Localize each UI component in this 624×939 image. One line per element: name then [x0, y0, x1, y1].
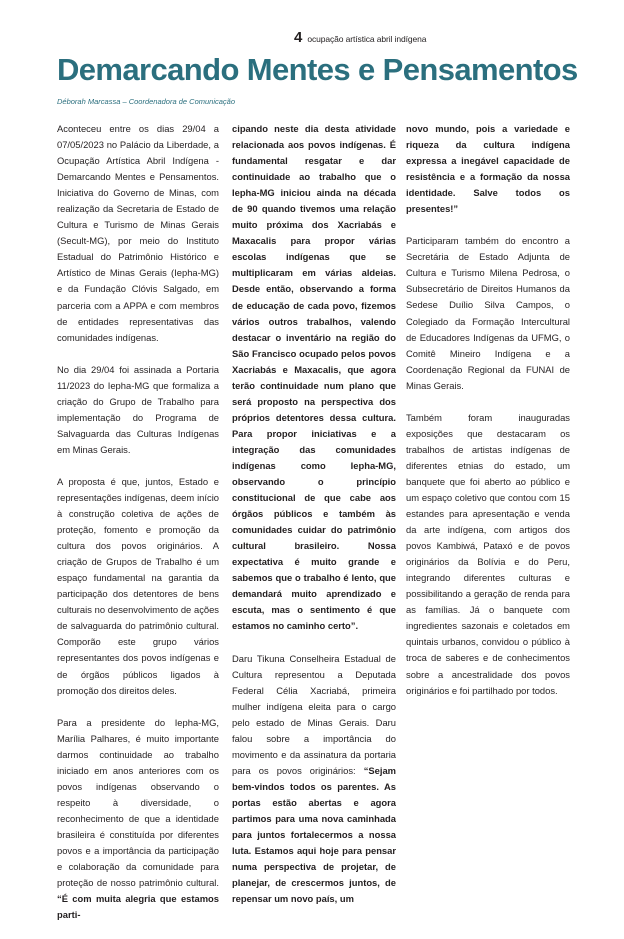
article-title: Demarcando Mentes e Pensamentos	[57, 52, 578, 87]
running-title: ocupação artística abril indígena	[307, 34, 427, 44]
paragraph	[232, 651, 396, 908]
quote-paragraph: cipando neste dia desta atividade relacionada aos povos indígenas. É fundamental resgatar e dar continuidade ao trabalho que o Iepha-MG iniciou ainda na década de 90 quando tivemos uma relação muito próxima dos Xacriabás e Maxacalis para propor várias escolas indígenas que se multiplicaram em várias aldeias. Desde então, observando a forma de educação de cada povo, fizemos vários outros trabalhos, valendo destacar o inventário na região do São Francisco ocupado pelos povos Xacriabás e Maxacalis, que agora terão continuidade num plano que será proposto na perspectiva dos próprios detentores dessa cultura. Para propor iniciativas e a integração das comunidades indígenas como Iepha-MG, observando o princípio constitucional de que cabe aos órgãos públicos e também às comunidades cuidar do patrimônio cultural brasileiro. Nossa expectativa é muito grande e sabemos que o trabalho é lento, que demandará muito aprendizado e escuta, mas o sentimento é que estamos no caminho certo”.	[232, 123, 396, 632]
paragraph-text: Daru Tikuna Conselheira Estadual de Cultura representou a Deputada Federal Célia Xacriabá, primeira mulher indígena eleita para o cargo pelo estado de Minas Gerais. Daru falou sobre a importância do movimento e da assinatura da portaria para os povos originários:	[232, 652, 396, 776]
article-byline: Déborah Marcassa – Coordenadora de Comunicação	[57, 97, 236, 106]
paragraph	[57, 715, 219, 924]
paragraph: Participaram também do encontro a Secretária de Estado Adjunta de Cultura e Turismo Milena Pedrosa, o Subsecretário de Direitos Humanos da Sedese Duílio Silva Campos, o Colegiado da Formação Intercultural de Educadores Indígenas da UFMG, o Comitê Mineiro Indígena e a Coordenação Regional da FUNAI de Minas Gerais.	[406, 235, 570, 391]
paragraph: Também foram inauguradas exposições que destacaram os trabalhos de artistas indígenas de diferentes etnias do estado, um banquete que foi aberto ao público e um espaço coletivo que contou com 15 estandes para apresentação e venda da arte indígena, com artigos dos povos Kambiwá, Pataxó e de povos originários da Bolívia e do Peru, integrando diferentes culturas e possibilitando a geração de renda para as famílias. Já o banquete com ingredientes sazonais e coletados em quintais urbanos, convidou o público à troca de saberes e de conhecimentos sobre a ancestralidade dos povos originários e foi partilhado por todos.	[406, 411, 570, 696]
page-header	[294, 29, 426, 46]
paragraph-text: Para a presidente do Iepha-MG, Marília Palhares, é muito importante darmos continuidade ao trabalho iniciado em anos anteriores com os povos indígenas observando o respeito à diversidade, o reconhecimento de que a identidade brasileira é constituída por diferentes povos e a importância da participação e colaboração da comunidade para proteção de nosso patrimônio cultural.	[57, 716, 219, 889]
article-column-2	[232, 121, 396, 923]
quote-text: “É com muita alegria que estamos parti-	[57, 893, 219, 921]
paragraph: A proposta é que, juntos, Estado e representações indígenas, deem início à construção coletiva de ações de proteção, fomento e promoção da cultura dos povos originários. A criação de Grupos de Trabalho é um espaço fundamental na garantia da participação dos detentores de bens culturais no desenvolvimento de ações de salvaguarda do patrimônio cultural. Comporão este grupo vários representantes dos povos indígenas e de órgãos públicos ligados à promoção dos direitos deles.	[57, 475, 219, 696]
paragraph: Aconteceu entre os dias 29/04 a 07/05/2023 no Palácio da Liberdade, a Ocupação Artística Abril Indígena - Demarcando Mentes e Pensamentos. Iniciativa do Governo de Minas, com realização da Secretaria de Estado de Cultura e Turismo de Minas Gerais (Secult-MG), por meio do Instituto Estadual do Patrimônio Histórico e Artístico de Minas Gerais (Iepha-MG) e da Fundação Clóvis Salgado, em parceria com a APPA e com membros de entidades representativas das comunidades indígenas.	[57, 123, 219, 343]
article-column-3	[406, 121, 570, 715]
page-number: 4	[294, 29, 303, 46]
quote-paragraph: novo mundo, pois a variedade e riqueza da cultura indígena expressa a inegável capacidade de resistência e a formação da nossa identidade. Salve todos os presentes!”	[406, 123, 570, 215]
article-column-1	[57, 121, 219, 939]
paragraph: No dia 29/04 foi assinada a Portaria 11/2023 do Iepha-MG que formaliza a criação do Grupo de Trabalho para implementação do Programa de Salvaguarda das Culturas Indígenas em Minas Gerais.	[57, 363, 219, 455]
quote-text: “Sejam bem-vindos todos os parentes. As portas estão abertas e agora partimos para uma nova caminhada para juntos fortalecermos a nossa luta. Estamos aqui hoje para pensar numa perspectiva de projetar, de planejar, de crescermos juntos, de repensar um novo país, um	[232, 764, 396, 905]
